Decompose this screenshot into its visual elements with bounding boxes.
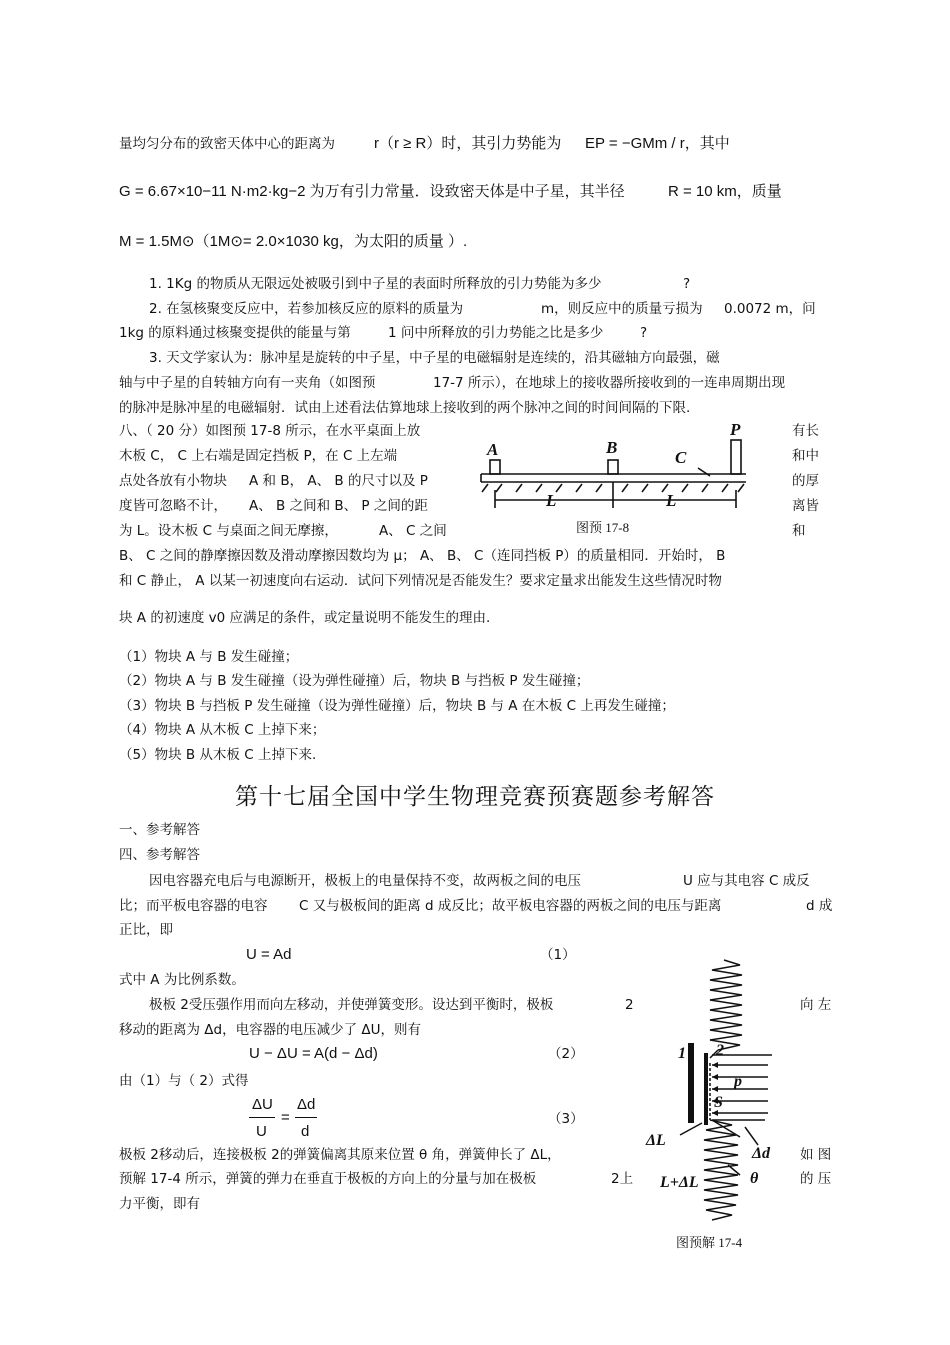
equation-number: （2） — [548, 1046, 584, 1062]
text-line: 有长 — [792, 423, 819, 439]
label-s: S — [714, 1094, 723, 1111]
equation-number: （1） — [540, 947, 576, 963]
text-line: 的 压 — [800, 1171, 832, 1187]
text-line: 1 问中所释放的引力势能之比是多少 — [388, 325, 604, 341]
text-line: 力平衡，即有 — [119, 1196, 200, 1212]
baffle-p — [731, 440, 741, 474]
text-line: 为 L。设木板 C 与桌面之间无摩擦， — [119, 523, 338, 539]
label-c: C — [675, 448, 687, 467]
text-line: 2上 — [611, 1171, 634, 1187]
label-theta: θ — [750, 1170, 759, 1187]
fraction-numerator: Δd — [297, 1096, 316, 1113]
equals-sign: = — [281, 1109, 290, 1126]
section-title: 第十七届全国中学生物理竞赛预赛题参考解答 — [235, 784, 715, 810]
case-2: （2）物块 A 与 B 发生碰撞（设为弹性碰撞）后，物块 B 与挡板 P 发生碰撞； — [119, 673, 590, 689]
answer-heading-4: 四、参考解答 — [119, 847, 200, 863]
block-b — [608, 460, 618, 474]
label-l-plus-delta-l: L+ΔL — [660, 1174, 699, 1191]
figure-17-4 — [640, 955, 790, 1255]
text-line: 预解 17-4 所示，弹簧的弹力在垂直于极板的方向上的分量与加在极板 — [119, 1171, 537, 1187]
fraction-denominator: U — [256, 1123, 267, 1140]
text-line: 量均匀分布的致密天体中心的距离为 — [119, 136, 335, 152]
label-l2: L — [666, 491, 677, 510]
text-line: 1kg 的原料通过核聚变提供的能量与第 — [119, 325, 351, 341]
text-line: B、 C 之间的静摩擦因数及滑动摩擦因数均为 μ； A、 B、 C（连同挡板 P）的质量相同．开始时， B — [119, 548, 726, 564]
text-line: A、 B 之间和 B、 P 之间的距 — [249, 498, 428, 514]
label-delta-l: ΔL — [646, 1132, 666, 1149]
figure-17-8 — [478, 418, 750, 538]
text-line: 2 — [625, 997, 634, 1013]
question-8-heading: 八、（ 20 分）如图预 17-8 所示，在水平桌面上放 — [119, 423, 421, 439]
text-line: 的脉冲是脉冲星的电磁辐射．试由上述看法估算地球上接收到的两个脉冲之间的时间间隔的下限. — [119, 400, 691, 416]
question-1: 1. 1Kg 的物质从无限远处被吸引到中子星的表面时所释放的引力势能为多少 — [149, 276, 602, 292]
text-line: 17-7 所示），在地球上的接收器所接收到的一连串周期出现 — [433, 375, 786, 391]
text-line: 0.0072 m，问 — [724, 301, 816, 317]
label-p: p — [734, 1073, 742, 1090]
figure-caption: 图预 17-8 — [576, 520, 630, 535]
text-line: 块 A 的初速度 v0 应满足的条件，或定量说明不能发生的理由. — [119, 610, 491, 626]
text-line: 度皆可忽略不计， — [119, 498, 227, 514]
answer-heading-1: 一、参考解答 — [119, 822, 200, 838]
case-4: （4）物块 A 从木板 C 上掉下来； — [119, 722, 326, 738]
fraction-bar — [295, 1117, 317, 1118]
formula: G = 6.67×10−11 N·m2·kg−2 为万有引力常量．设致密天体是中子星，其半径 — [119, 183, 625, 200]
equation-2: U − ΔU = A(d − Δd) — [249, 1045, 378, 1062]
fraction-numerator: ΔU — [252, 1096, 273, 1113]
question-2: 2. 在氢核聚变反应中，若参加核反应的原料的质量为 — [149, 301, 464, 317]
question-mark: ? — [640, 325, 648, 341]
text-line: 离皆 — [792, 498, 819, 514]
formula: M = 1.5M⊙（1M⊙= 2.0×1030 kg，为太阳的质量 ）. — [119, 233, 468, 250]
label-p: P — [730, 420, 741, 439]
fraction-denominator: d — [301, 1123, 310, 1140]
text-line: d 成 — [806, 898, 833, 914]
block-a — [490, 460, 500, 474]
text-line: 的厚 — [792, 473, 819, 489]
fraction-bar — [249, 1117, 275, 1118]
label-1: 1 — [678, 1045, 686, 1062]
formula: EP = −GMm / r，其中 — [585, 135, 730, 152]
plate-1 — [688, 1043, 694, 1123]
label-2: 2 — [716, 1042, 724, 1059]
figure-caption: 图预解 17-4 — [676, 1235, 743, 1250]
text-line: 由（1）与（ 2）式得 — [119, 1073, 249, 1089]
text-line: 极板 2受压强作用而向左移动，并使弹簧变形。设达到平衡时，极板 — [149, 997, 554, 1013]
question-mark: ? — [683, 276, 691, 292]
label-l1: L — [546, 491, 557, 510]
text-line: 和 C 静止， A 以某一初速度向右运动．试问下列情况是否能发生？要求定量求出能发生这些情况时物 — [119, 573, 722, 589]
text-line: 点处各放有小物块 — [119, 473, 227, 489]
equation-1: U = Ad — [246, 946, 292, 963]
text-line: 和 — [792, 523, 806, 539]
text-line: U 应与其电容 C 成反 — [683, 873, 810, 889]
label-a: A — [487, 440, 499, 459]
text-line: 木板 C， C 上右端是固定挡板 P，在 C 上左端 — [119, 448, 398, 464]
text-line: C 又与极板间的距离 d 成反比；故平板电容器的两板之间的电压与距离 — [299, 898, 722, 914]
label-delta-d: Δd — [752, 1145, 771, 1162]
equation-number: （3） — [548, 1111, 584, 1127]
text-line: 正比，即 — [119, 922, 173, 938]
question-3: 3. 天文学家认为：脉冲星是旋转的中子星，中子星的电磁辐射是连续的，沿其磁轴方向最强，磁 — [149, 350, 720, 366]
text-line: 极板 2移动后，连接极板 2的弹簧偏离其原来位置 θ 角，弹簧伸长了 ΔL， — [119, 1147, 561, 1163]
text-line: 和中 — [792, 448, 819, 464]
text-line: 因电容器充电后与电源断开，极板上的电量保持不变，故两板之间的电压 — [149, 873, 581, 889]
text-line: 如 图 — [800, 1147, 832, 1163]
plate-2 — [704, 1053, 708, 1125]
text-line: 式中 A 为比例系数。 — [119, 972, 245, 988]
formula: R = 10 km，质量 — [668, 183, 782, 200]
text-line: 向 左 — [800, 997, 832, 1013]
text-line: A、 C 之间 — [379, 523, 447, 539]
upper-spring — [710, 960, 742, 1050]
text-line: 比；而平板电容器的电容 — [119, 898, 268, 914]
text-line: m，则反应中的质量亏损为 — [541, 301, 703, 317]
text-line: 轴与中子星的自转轴方向有一夹角（如图预 — [119, 375, 376, 391]
case-3: （3）物块 B 与挡板 P 发生碰撞（设为弹性碰撞）后，物块 B 与 A 在木板 C 上再发生碰撞； — [119, 698, 675, 714]
text-line: r（r ≥ R）时，其引力势能为 — [374, 135, 562, 152]
text-line: A 和 B， A、 B 的尺寸以及 P — [249, 473, 428, 489]
label-b: B — [606, 438, 618, 457]
text-line: 移动的距离为 Δd，电容器的电压减少了 ΔU，则有 — [119, 1022, 422, 1038]
case-5: （5）物块 B 从木板 C 上掉下来. — [119, 747, 317, 763]
case-1: （1）物块 A 与 B 发生碰撞； — [119, 649, 299, 665]
